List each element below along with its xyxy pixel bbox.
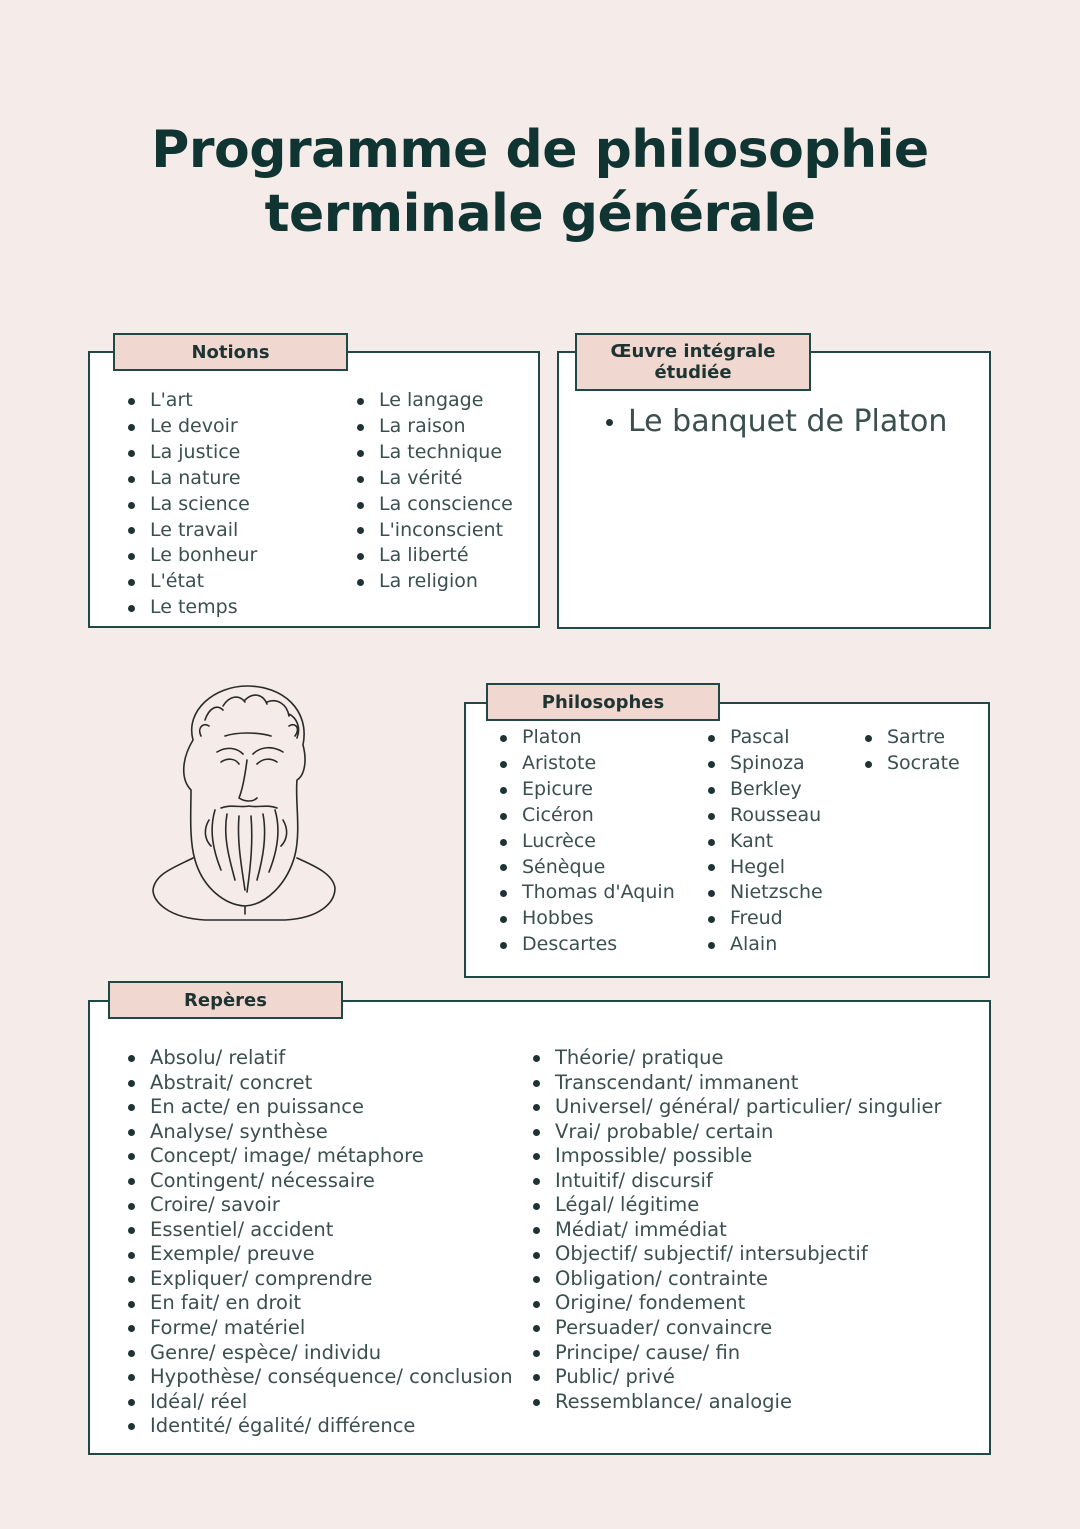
notion-item: L'état: [126, 569, 257, 595]
notions-list-col1: [126, 388, 257, 621]
oeuvre-list: [604, 402, 947, 442]
philosophe-item: Aristote: [498, 751, 675, 777]
reperes-list-col1: [126, 1046, 513, 1439]
repere-item: Identité/ égalité/ différence: [126, 1414, 513, 1439]
repere-item: Absolu/ relatif: [126, 1046, 513, 1071]
oeuvre-panel: [557, 351, 991, 629]
philosophe-item: Rousseau: [706, 803, 823, 829]
philosophe-item: Epicure: [498, 777, 675, 803]
notion-item: Le travail: [126, 518, 257, 544]
philosophe-item: Platon: [498, 725, 675, 751]
repere-item: Forme/ matériel: [126, 1316, 513, 1341]
repere-item: Hypothèse/ conséquence/ conclusion: [126, 1365, 513, 1390]
repere-item: Expliquer/ comprendre: [126, 1267, 513, 1292]
philosophes-label: Philosophes: [486, 683, 720, 721]
repere-item: Vrai/ probable/ certain: [531, 1120, 941, 1145]
notions-label: Notions: [113, 333, 348, 371]
repere-item: Persuader/ convaincre: [531, 1316, 941, 1341]
repere-item: Essentiel/ accident: [126, 1218, 513, 1243]
notion-item: La technique: [355, 440, 513, 466]
repere-item: Idéal/ réel: [126, 1390, 513, 1415]
repere-item: Principe/ cause/ fin: [531, 1341, 941, 1366]
philosophe-item: Pascal: [706, 725, 823, 751]
repere-item: Abstrait/ concret: [126, 1071, 513, 1096]
repere-item: Genre/ espèce/ individu: [126, 1341, 513, 1366]
repere-item: Transcendant/ immanent: [531, 1071, 941, 1096]
repere-item: Impossible/ possible: [531, 1144, 941, 1169]
philosophe-item: Kant: [706, 829, 823, 855]
philosophe-item: Sartre: [863, 725, 960, 751]
repere-item: Public/ privé: [531, 1365, 941, 1390]
philosophes-list-col1: [498, 725, 675, 958]
repere-item: Analyse/ synthèse: [126, 1120, 513, 1145]
oeuvre-label: Œuvre intégrale étudiée: [575, 333, 811, 391]
notion-item: La vérité: [355, 466, 513, 492]
page-title: [0, 118, 1080, 246]
philosopher-bust-illustration: [145, 680, 345, 930]
repere-item: Théorie/ pratique: [531, 1046, 941, 1071]
notion-item: Le langage: [355, 388, 513, 414]
reperes-label: Repères: [108, 981, 343, 1019]
philosophe-item: Thomas d'Aquin: [498, 880, 675, 906]
notion-item: La justice: [126, 440, 257, 466]
philosophe-item: Sénèque: [498, 855, 675, 881]
notion-item: La science: [126, 492, 257, 518]
philosophe-item: Lucrèce: [498, 829, 675, 855]
repere-item: Origine/ fondement: [531, 1291, 941, 1316]
philosophe-item: Cicéron: [498, 803, 675, 829]
philosophe-item: Freud: [706, 906, 823, 932]
repere-item: Contingent/ nécessaire: [126, 1169, 513, 1194]
notion-item: La religion: [355, 569, 513, 595]
philosophe-item: Hobbes: [498, 906, 675, 932]
notion-item: La raison: [355, 414, 513, 440]
notion-item: Le bonheur: [126, 543, 257, 569]
repere-item: Universel/ général/ particulier/ singulier: [531, 1095, 941, 1120]
notion-item: L'art: [126, 388, 257, 414]
repere-item: Exemple/ preuve: [126, 1242, 513, 1267]
repere-item: Objectif/ subjectif/ intersubjectif: [531, 1242, 941, 1267]
repere-item: Légal/ légitime: [531, 1193, 941, 1218]
notion-item: La conscience: [355, 492, 513, 518]
repere-item: Intuitif/ discursif: [531, 1169, 941, 1194]
repere-item: Obligation/ contrainte: [531, 1267, 941, 1292]
philosophe-item: Nietzsche: [706, 880, 823, 906]
oeuvre-item: Le banquet de Platon: [604, 402, 947, 442]
notion-item: La nature: [126, 466, 257, 492]
notion-item: La liberté: [355, 543, 513, 569]
philosophes-list-col3: [863, 725, 960, 777]
repere-item: Concept/ image/ métaphore: [126, 1144, 513, 1169]
repere-item: Croire/ savoir: [126, 1193, 513, 1218]
philosophe-item: Descartes: [498, 932, 675, 958]
philosophe-item: Hegel: [706, 855, 823, 881]
notions-list-col2: [355, 388, 513, 595]
notion-item: Le temps: [126, 595, 257, 621]
philosophe-item: Spinoza: [706, 751, 823, 777]
philosophes-list-col2: [706, 725, 823, 958]
title-line-2: terminale générale: [264, 184, 816, 244]
philosophe-item: Socrate: [863, 751, 960, 777]
reperes-list-col2: [531, 1046, 941, 1414]
philosophe-item: Berkley: [706, 777, 823, 803]
notion-item: L'inconscient: [355, 518, 513, 544]
repere-item: En acte/ en puissance: [126, 1095, 513, 1120]
title-line-1: Programme de philosophie: [151, 120, 929, 180]
philosophe-item: Alain: [706, 932, 823, 958]
repere-item: Médiat/ immédiat: [531, 1218, 941, 1243]
notion-item: Le devoir: [126, 414, 257, 440]
repere-item: En fait/ en droit: [126, 1291, 513, 1316]
repere-item: Ressemblance/ analogie: [531, 1390, 941, 1415]
